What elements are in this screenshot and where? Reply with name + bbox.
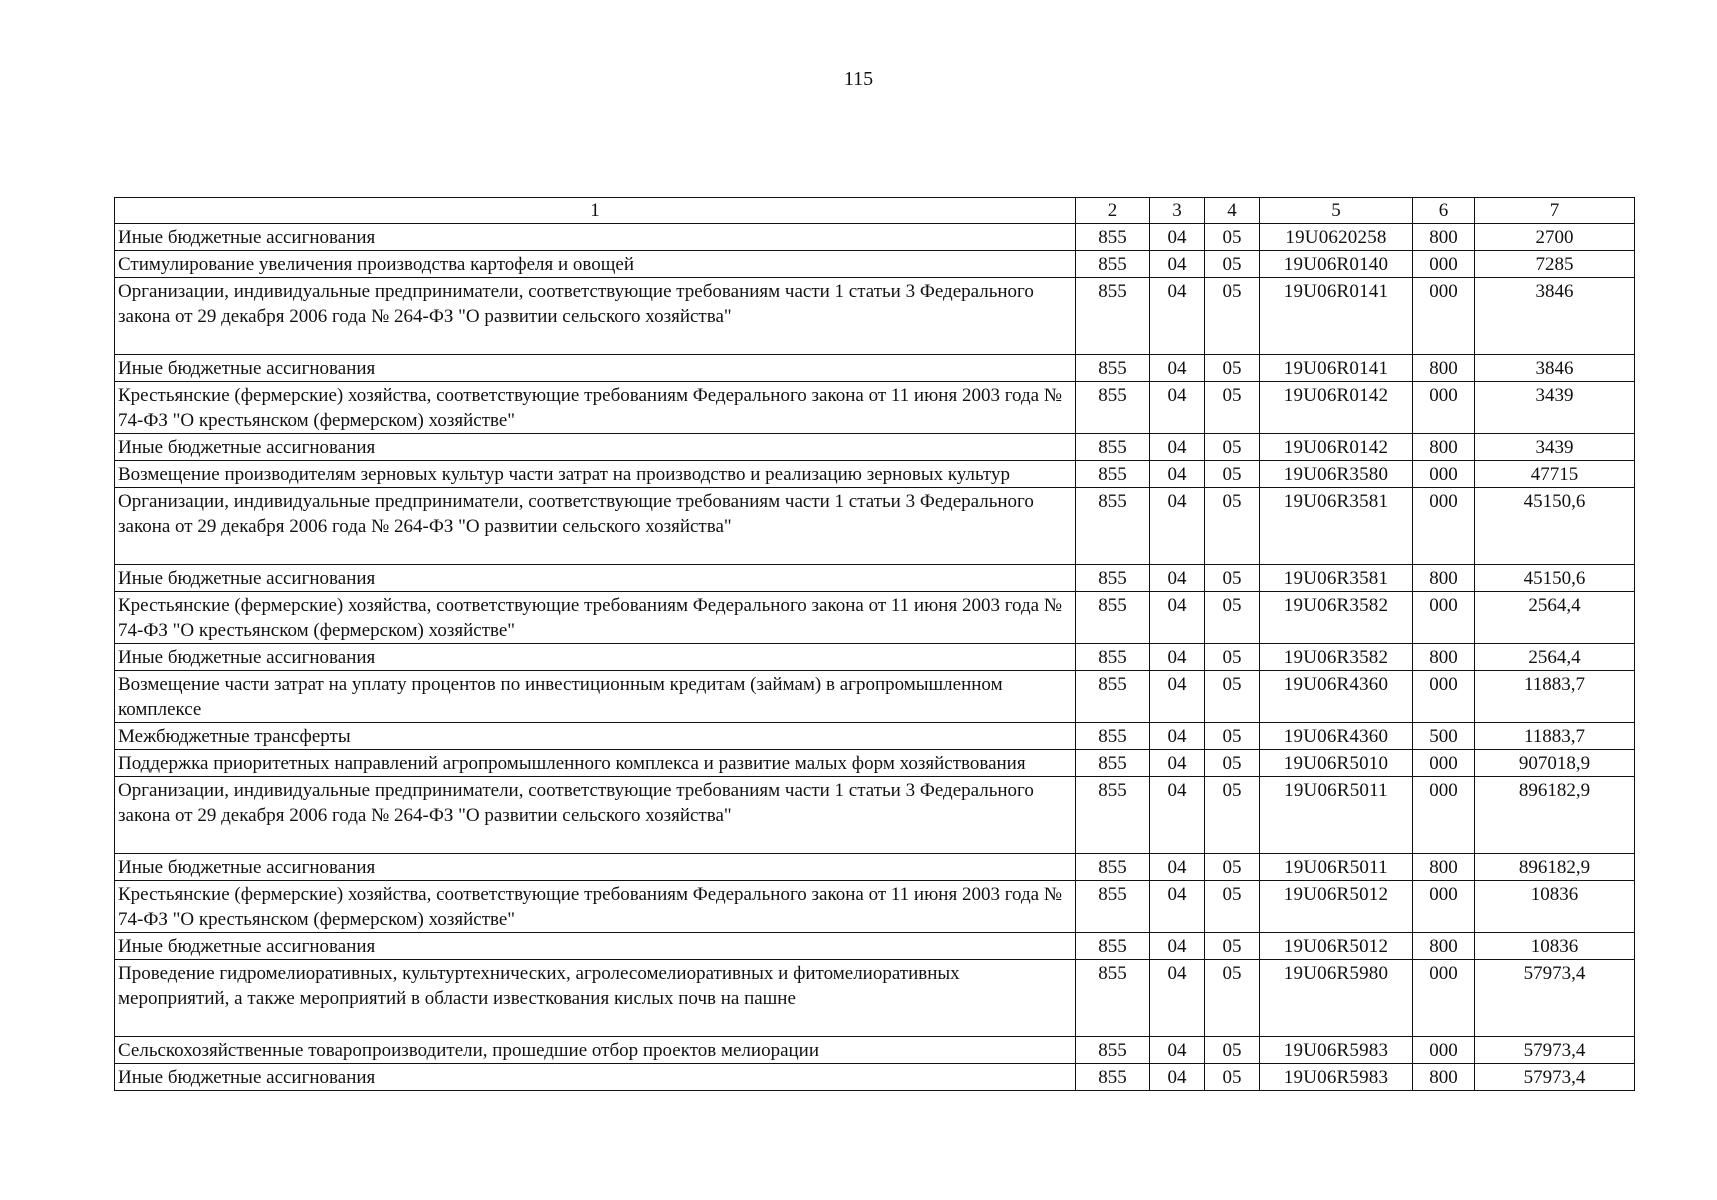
table-row [115, 854, 1635, 881]
row-code-6-cell: 800 [1413, 355, 1475, 382]
row-code-5-cell: 19U06R5983 [1260, 1064, 1413, 1091]
row-name-cell: Межбюджетные трансферты [115, 723, 1076, 750]
row-name-cell: Организации, индивидуальные предприниматели, соответствующие требованиям части 1 статьи 3 Федерального закона от 29 декабря 2006 года № 264-ФЗ "О развитии сельского хозяйства" [115, 278, 1076, 355]
row-code-6-cell: 000 [1413, 592, 1475, 644]
row-code-4-cell: 05 [1205, 644, 1260, 671]
row-code-3-cell: 04 [1150, 251, 1205, 278]
row-amount-cell: 57973,4 [1475, 1064, 1635, 1091]
row-amount-cell: 57973,4 [1475, 960, 1635, 1037]
header-cell-1: 1 [115, 198, 1076, 224]
row-code-5-cell: 19U06R0141 [1260, 355, 1413, 382]
row-code-4-cell: 05 [1205, 1064, 1260, 1091]
row-code-3-cell: 04 [1150, 644, 1205, 671]
row-code-4-cell: 05 [1205, 488, 1260, 565]
row-name-cell: Организации, индивидуальные предприниматели, соответствующие требованиям части 1 статьи 3 Федерального закона от 29 декабря 2006 года № 264-ФЗ "О развитии сельского хозяйства" [115, 488, 1076, 565]
row-name-cell: Возмещение производителям зерновых культур части затрат на производство и реализацию зерновых культур [115, 461, 1076, 488]
row-code-2-cell: 855 [1076, 1037, 1150, 1064]
row-code-5-cell: 19U06R0141 [1260, 278, 1413, 355]
row-code-6-cell: 000 [1413, 671, 1475, 723]
row-code-4-cell: 05 [1205, 723, 1260, 750]
row-code-3-cell: 04 [1150, 592, 1205, 644]
row-code-3-cell: 04 [1150, 854, 1205, 881]
row-code-5-cell: 19U06R3580 [1260, 461, 1413, 488]
row-code-2-cell: 855 [1076, 488, 1150, 565]
header-cell-2: 2 [1076, 198, 1150, 224]
table-row [115, 1064, 1635, 1091]
row-name-cell: Иные бюджетные ассигнования [115, 224, 1076, 251]
row-code-6-cell: 000 [1413, 461, 1475, 488]
row-name-cell: Стимулирование увеличения производства картофеля и овощей [115, 251, 1076, 278]
row-code-6-cell: 000 [1413, 1037, 1475, 1064]
row-amount-cell: 57973,4 [1475, 1037, 1635, 1064]
row-code-4-cell: 05 [1205, 960, 1260, 1037]
row-code-6-cell: 000 [1413, 488, 1475, 565]
row-code-6-cell: 000 [1413, 777, 1475, 854]
row-name-cell: Иные бюджетные ассигнования [115, 434, 1076, 461]
row-code-4-cell: 05 [1205, 750, 1260, 777]
table-row [115, 960, 1635, 1037]
row-code-2-cell: 855 [1076, 224, 1150, 251]
row-code-2-cell: 855 [1076, 960, 1150, 1037]
row-code-5-cell: 19U0620258 [1260, 224, 1413, 251]
row-code-3-cell: 04 [1150, 278, 1205, 355]
row-code-3-cell: 04 [1150, 723, 1205, 750]
row-code-3-cell: 04 [1150, 881, 1205, 933]
table-row [115, 251, 1635, 278]
table-row [115, 488, 1635, 565]
row-code-5-cell: 19U06R3582 [1260, 592, 1413, 644]
row-name-cell: Поддержка приоритетных направлений агропромышленного комплекса и развитие малых форм хозяйствования [115, 750, 1076, 777]
row-code-2-cell: 855 [1076, 382, 1150, 434]
header-cell-3: 3 [1150, 198, 1205, 224]
row-code-2-cell: 855 [1076, 644, 1150, 671]
row-amount-cell: 11883,7 [1475, 723, 1635, 750]
row-amount-cell: 2700 [1475, 224, 1635, 251]
row-name-cell: Иные бюджетные ассигнования [115, 933, 1076, 960]
row-code-4-cell: 05 [1205, 671, 1260, 723]
row-name-cell: Крестьянские (фермерские) хозяйства, соответствующие требованиям Федерального закона от 11 июня 2003 года № 74-ФЗ "О крестьянском (фермерском) хозяйстве" [115, 881, 1076, 933]
row-name-cell: Иные бюджетные ассигнования [115, 644, 1076, 671]
row-code-3-cell: 04 [1150, 671, 1205, 723]
row-code-6-cell: 000 [1413, 278, 1475, 355]
row-code-6-cell: 800 [1413, 1064, 1475, 1091]
row-code-5-cell: 19U06R5011 [1260, 777, 1413, 854]
row-code-4-cell: 05 [1205, 777, 1260, 854]
page-number: 115 [843, 68, 874, 90]
row-code-2-cell: 855 [1076, 671, 1150, 723]
row-code-2-cell: 855 [1076, 565, 1150, 592]
table-row [115, 434, 1635, 461]
budget-table [114, 197, 1635, 1091]
row-name-cell: Иные бюджетные ассигнования [115, 1064, 1076, 1091]
row-code-5-cell: 19U06R3582 [1260, 644, 1413, 671]
row-amount-cell: 10836 [1475, 881, 1635, 933]
row-name-cell: Иные бюджетные ассигнования [115, 565, 1076, 592]
table-row [115, 881, 1635, 933]
row-code-5-cell: 19U06R5011 [1260, 854, 1413, 881]
row-amount-cell: 896182,9 [1475, 777, 1635, 854]
row-code-5-cell: 19U06R5012 [1260, 881, 1413, 933]
row-code-4-cell: 05 [1205, 434, 1260, 461]
row-amount-cell: 896182,9 [1475, 854, 1635, 881]
row-code-2-cell: 855 [1076, 1064, 1150, 1091]
header-row [115, 198, 1635, 224]
table-row [115, 644, 1635, 671]
row-code-3-cell: 04 [1150, 224, 1205, 251]
row-code-6-cell: 000 [1413, 382, 1475, 434]
row-amount-cell: 47715 [1475, 461, 1635, 488]
row-code-2-cell: 855 [1076, 933, 1150, 960]
table-row [115, 750, 1635, 777]
row-code-4-cell: 05 [1205, 278, 1260, 355]
table-row [115, 565, 1635, 592]
row-code-4-cell: 05 [1205, 592, 1260, 644]
row-code-4-cell: 05 [1205, 355, 1260, 382]
table-row [115, 461, 1635, 488]
row-code-5-cell: 19U06R0140 [1260, 251, 1413, 278]
row-code-3-cell: 04 [1150, 488, 1205, 565]
row-code-2-cell: 855 [1076, 461, 1150, 488]
row-code-6-cell: 800 [1413, 933, 1475, 960]
row-code-5-cell: 19U06R5012 [1260, 933, 1413, 960]
row-code-3-cell: 04 [1150, 777, 1205, 854]
row-amount-cell: 3846 [1475, 355, 1635, 382]
row-amount-cell: 907018,9 [1475, 750, 1635, 777]
row-code-2-cell: 855 [1076, 777, 1150, 854]
header-cell-7: 7 [1475, 198, 1635, 224]
row-code-2-cell: 855 [1076, 750, 1150, 777]
row-code-5-cell: 19U06R3581 [1260, 565, 1413, 592]
row-code-5-cell: 19U06R5980 [1260, 960, 1413, 1037]
row-code-3-cell: 04 [1150, 434, 1205, 461]
row-code-6-cell: 800 [1413, 224, 1475, 251]
row-code-6-cell: 000 [1413, 881, 1475, 933]
row-code-6-cell: 000 [1413, 960, 1475, 1037]
row-amount-cell: 10836 [1475, 933, 1635, 960]
row-code-6-cell: 000 [1413, 251, 1475, 278]
row-code-4-cell: 05 [1205, 224, 1260, 251]
row-code-6-cell: 800 [1413, 565, 1475, 592]
row-code-3-cell: 04 [1150, 750, 1205, 777]
row-code-3-cell: 04 [1150, 1064, 1205, 1091]
row-code-4-cell: 05 [1205, 461, 1260, 488]
header-cell-5: 5 [1260, 198, 1413, 224]
row-amount-cell: 3439 [1475, 434, 1635, 461]
row-name-cell: Сельскохозяйственные товаропроизводители, прошедшие отбор проектов мелиорации [115, 1037, 1076, 1064]
row-code-3-cell: 04 [1150, 960, 1205, 1037]
row-amount-cell: 2564,4 [1475, 592, 1635, 644]
row-code-2-cell: 855 [1076, 251, 1150, 278]
row-code-6-cell: 500 [1413, 723, 1475, 750]
row-code-6-cell: 800 [1413, 434, 1475, 461]
row-name-cell: Проведение гидромелиоративных, культуртехнических, агролесомелиоративных и фитомелиоративных мероприятий, а также мероприятий в области известкования кислых почв на пашне [115, 960, 1076, 1037]
row-amount-cell: 3846 [1475, 278, 1635, 355]
row-code-2-cell: 855 [1076, 278, 1150, 355]
row-amount-cell: 45150,6 [1475, 565, 1635, 592]
header-cell-4: 4 [1205, 198, 1260, 224]
row-code-5-cell: 19U06R5983 [1260, 1037, 1413, 1064]
row-code-5-cell: 19U06R4360 [1260, 671, 1413, 723]
table-row [115, 355, 1635, 382]
row-code-5-cell: 19U06R4360 [1260, 723, 1413, 750]
row-amount-cell: 11883,7 [1475, 671, 1635, 723]
row-amount-cell: 45150,6 [1475, 488, 1635, 565]
table-row [115, 933, 1635, 960]
row-amount-cell: 7285 [1475, 251, 1635, 278]
row-code-2-cell: 855 [1076, 434, 1150, 461]
row-code-4-cell: 05 [1205, 251, 1260, 278]
row-code-2-cell: 855 [1076, 854, 1150, 881]
row-code-3-cell: 04 [1150, 382, 1205, 434]
row-code-6-cell: 800 [1413, 854, 1475, 881]
row-amount-cell: 2564,4 [1475, 644, 1635, 671]
row-code-5-cell: 19U06R0142 [1260, 382, 1413, 434]
row-code-3-cell: 04 [1150, 933, 1205, 960]
row-code-3-cell: 04 [1150, 461, 1205, 488]
row-code-4-cell: 05 [1205, 881, 1260, 933]
row-code-2-cell: 855 [1076, 723, 1150, 750]
row-code-3-cell: 04 [1150, 565, 1205, 592]
table-row [115, 382, 1635, 434]
row-code-2-cell: 855 [1076, 355, 1150, 382]
table-row [115, 1037, 1635, 1064]
table-row [115, 592, 1635, 644]
row-name-cell: Иные бюджетные ассигнования [115, 854, 1076, 881]
table-header [115, 198, 1635, 224]
row-code-6-cell: 000 [1413, 750, 1475, 777]
row-name-cell: Возмещение части затрат на уплату процентов по инвестиционным кредитам (займам) в агропромышленном комплексе [115, 671, 1076, 723]
row-name-cell: Крестьянские (фермерские) хозяйства, соответствующие требованиям Федерального закона от 11 июня 2003 года № 74-ФЗ "О крестьянском (фермерском) хозяйстве" [115, 382, 1076, 434]
table-row [115, 278, 1635, 355]
row-code-4-cell: 05 [1205, 565, 1260, 592]
row-code-2-cell: 855 [1076, 881, 1150, 933]
table-row [115, 777, 1635, 854]
header-cell-6: 6 [1413, 198, 1475, 224]
row-code-5-cell: 19U06R5010 [1260, 750, 1413, 777]
table-row [115, 723, 1635, 750]
row-code-4-cell: 05 [1205, 854, 1260, 881]
row-code-5-cell: 19U06R0142 [1260, 434, 1413, 461]
table-body [115, 224, 1635, 1091]
row-code-5-cell: 19U06R3581 [1260, 488, 1413, 565]
row-code-4-cell: 05 [1205, 382, 1260, 434]
row-code-3-cell: 04 [1150, 355, 1205, 382]
table-row [115, 671, 1635, 723]
row-name-cell: Иные бюджетные ассигнования [115, 355, 1076, 382]
row-name-cell: Крестьянские (фермерские) хозяйства, соответствующие требованиям Федерального закона от 11 июня 2003 года № 74-ФЗ "О крестьянском (фермерском) хозяйстве" [115, 592, 1076, 644]
row-code-3-cell: 04 [1150, 1037, 1205, 1064]
row-name-cell: Организации, индивидуальные предприниматели, соответствующие требованиям части 1 статьи 3 Федерального закона от 29 декабря 2006 года № 264-ФЗ "О развитии сельского хозяйства" [115, 777, 1076, 854]
table-row [115, 224, 1635, 251]
row-code-2-cell: 855 [1076, 592, 1150, 644]
row-amount-cell: 3439 [1475, 382, 1635, 434]
row-code-6-cell: 800 [1413, 644, 1475, 671]
row-code-4-cell: 05 [1205, 1037, 1260, 1064]
row-code-4-cell: 05 [1205, 933, 1260, 960]
